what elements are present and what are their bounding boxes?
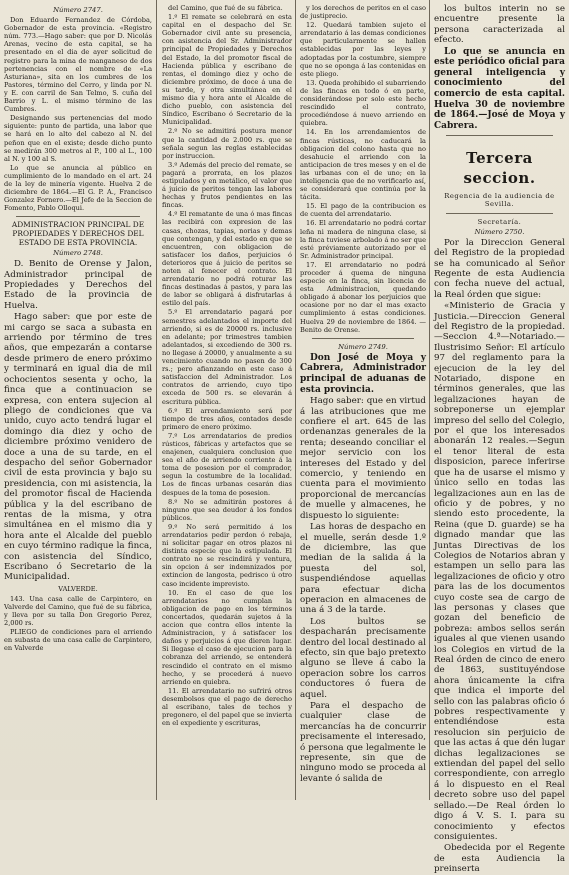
section-heading: Regencia de la audiencia de Sevilla. <box>444 192 555 209</box>
condition-item: 6.º El arrendamiento será por tiempo de tres años, contados desde primero de enero próximo. <box>162 406 292 431</box>
notice-paragraph: Hago saber: que en virtud á las atribuciones que me confiere el art. 645 de las ordenanzas generales de la renta; deseando conciliar el mejor servicio con los intereses del Estado y del comercio, y teniendo en cuenta para el movimiento proporcional de mercancías de muelle y almacenes, he dispuesto lo siguiente: <box>300 396 426 521</box>
condition-item: 5.º El arrendatario pagará por semestres adelantados el importe del arriendo, si es de 20000 rs. inclusive en adelante; por trimestres tambien adelantados, si excediendo de 300 rs. no llegase á 20000, y anualmente a su vencimiento cuando no pasen de 300 rs.; pero afianzando en este caso á satisfaccion del Administrador. Los contratos de arriendo, cuyo tipo exceda de 500 rs. se elevarán á escritura pública. <box>162 308 292 406</box>
notice-paragraph: «Ministerio de Gracia y Justicia.—Direccion General del Registro de la propiedad.—Seccion 4.ª—Notariado.—Ilustrisimo Señor: El artículo 97 del reglamento para la ejecucion de la ley del Notariado, dispone en términos generales, que las legalizaciones hayan de sobreponerse un ejemplar impreso del sello del Colegio, por el que los interesados abonarán 12 reales.—Segun el tenor literal de esta disposicion, parece inferirse que ha de usarse el mismo y único sello en todas las legalizaciones aun en las de oficio y de pobres, y no siendo esto procedente, la Reina (que D. guarde) se ha dignado mandar que las Juntas Directivas de los Colegios de Notarios abran y estampen un sello para las legalizaciones de oficio y otro para las de los documentos cuyo coste sea de cargo de las personas y clases que gozan del beneficio de pobreza: ambos sellos serán iguales al que vienen usando los Colegios en virtud de la Real órden de cinco de enero de 1863, sustituyéndose ahora únicamente la cifra que indica el importe del sello con las palabras oficio ó pobres respectivamente y entendiéndose esta resolucion sin perjuicio de que las actas á que dén lugar dichas legalizaciones se extiendan del papel del sello correspondiente, con arreglo á lo dispuesto en el Real decreto sobre uso del papel sellado.—De Real órden lo digo á V. S. I. para su conocimiento y efectos consiguientes. <box>434 301 565 842</box>
notice-number: Número 2750. <box>474 227 525 236</box>
separator <box>312 338 414 339</box>
column-rule <box>429 0 430 800</box>
notice-paragraph: Los bultos se despacharán precisamente dentro del local destinado al efecto, sin que bajo pretexto alguno se lleve á cabo la operacion sobre los carros conductores ó fuera de aquel. <box>300 616 426 700</box>
condition-item: 13. Queda prohibido el subarriendo de las fincas en todo ó en parte, considerándose por solo este hecho rescindido el contrato, procediéndose á nuevo arriendo en quiebra. <box>300 78 426 128</box>
condition-item: 11. El arrendatario no sufrirá otros desembolsos que el pago de derecho al escribano, tales de techos y pregonero, el del papel que se invierta en el expediente y escrituras, <box>162 686 292 728</box>
notice-paragraph: Don José de Moya y Cabrera, Administrador principal de aduanas de esta provincia. <box>300 352 426 395</box>
condition-item: 7.º Los arrendatarios de predios rústicos, fábricas y artefactos que se enajenen, cualquiera conclusion que sea el año de arriendo corriente á la toma de posesion por el comprador, segun la costumbre de la localidad. Los de fincas urbanas cesarán dias despues de la toma de posesion. <box>162 431 292 497</box>
column-4 <box>434 4 565 875</box>
condition-item: 17. El arrendatario no podrá proceder á quema de ninguna especie en la finca, sin licencia de esta Administracion, quedando obligado á abonar los perjuicios que ocasione por no dar el mas exacto cumplimiento á estas condiciones. Huelva 29 de noviembre de 1864. —Benito de Orense. <box>300 260 426 334</box>
notice-paragraph: 143. Una casa calle de Carpintero, en Valverde del Camino, que fué de su fábrica, y lleva por su talla Don Gregorio Perez, 2,000 rs. <box>4 594 152 628</box>
subheading: Secretaría. <box>477 217 522 226</box>
notice-paragraph: Don Eduardo Fernandez de Córdoba, Gobernador de esta provincia. «Registro núm. 773.—Hago saber: que por D. Nicolás Arenas, vecino de esta capital, se ha presentado en el dia de ayer solicitud de registro para la mina de manganeso de dos pertenencias con el nombre de «La Asturiana», sita en los cumbres de los Pastores, término del Cerro, y linda por N. y E. con carril de San Telmo, S. cuña del Barrio y L. el mismo término de las Cumbres. <box>4 16 152 114</box>
notice-paragraph: Para el despacho de cualquier clase de mercancías ha de concurrir precisamente el interesado, ó persona que legalmente le represente, sin que de ninguno modo se proceda al levante ó salida de <box>300 701 426 784</box>
column-1 <box>4 4 152 794</box>
notice-paragraph: Lo que se anuncia al público en cumplimiento de lo mandado en el art. 24 de la ley de minería vigente. Huelva 2 de diciembre de 1864.—El G. P. A., Francisco Gonzalez Fornero.—El Jefe de la Seccion de Fomento, Pablo Olloqui. <box>4 163 152 213</box>
notice-paragraph: Por la Direccion General del Registro de la propiedad se ha comunicado al Señor Regente de esta Audiencia con fecha nueve del actual, la Real órden que sigue: <box>434 237 565 300</box>
separator <box>446 213 553 214</box>
condition-item: 2.º No se admitirá postura menor que la cantidad de 2.000 rs. que se señala segun las reglas establecidas por instruccion. <box>162 127 292 160</box>
condition-item: 1.º El remate se celebrará en esta capital en el despacho del Sr. Gobernador civil ante su presencia, con asistencia del Sr. Administrador principal de Propiedades y Derechos del Estado, la del promotor fiscal de Hacienda pública y escribano de rentas, el domingo diez y ocho de diciembre próximo, de doce á una de su tarde, y otra simultánea en el mismo dia y hora ante el Alcalde de dicho pueblo, con asistencia del Síndico, Escribano ó Secretario de la Municipalidad. <box>162 13 292 127</box>
notice-number: Número 2749. <box>338 342 388 351</box>
condition-item: 3.º Además del precio del remate, se pagará a prorrata, en los plazos estipulados y en metálico, el valor que á juicio de peritos tengan las labores hechas y frutos pendientes en las fincas. <box>162 160 292 210</box>
condition-item: 12. Quedará tambien sujeto el arrendatario á las demas condiciones que particularmente se hallen establecidas por las leyes y adoptadas por la costumbre, siempre que no se oponga á las contenidas en este pliego. <box>300 21 426 78</box>
notice-number: Número 2748. <box>53 249 103 258</box>
place-heading: VALVERDE. <box>58 584 98 593</box>
notice-paragraph: D. Benito de Orense y Jalon, Administrador principal de Propiedades y Derechos del Estado de la provincia de Huelva. <box>4 259 152 311</box>
condition-item: 16. El arrendatario no podrá cortar leña ni madera de ninguna clase, si la finca tuviese arbolado á no ser que esté préviamente autorizado por el Sr. Administrador principal. <box>300 219 426 260</box>
condition-item: 14. En los arrendamientos de fincas rústicas, no caducará la obligacion del colono hasta que no desahucie el arriendo con la anticipacion de tres meses y en el de las urbanas con el de uno; en la inteligencia que de no verificarlo así, se considerará que continúa por la tácita. <box>300 128 426 202</box>
notice-paragraph: Obedecida por el Regente de esta Audiencia la preinserta <box>434 843 565 875</box>
column-3 <box>300 4 426 794</box>
condition-item: 8.º No se admitirán postores á ninguno que sea deudor á los fondos públicos. <box>162 497 292 522</box>
condition-item: 15. El pago de la contribucion es de cuenta del arrendatario. <box>300 202 426 219</box>
notice-paragraph: Designando sus pertenencias del modo siguiente: punto de partida, una labor que se hará en lo alto del cabezo al N. del peñon que en el existe; desde dicho punto se medirán 300 metros al P., 100 al L., 100 al N. y 100 al S. <box>4 114 152 163</box>
column-2 <box>162 4 292 794</box>
column-rule <box>295 0 296 800</box>
column-rule <box>156 0 157 800</box>
separator <box>446 135 553 136</box>
separator <box>16 216 140 217</box>
notice-paragraph: Las horas de despacho en el muelle, serán desde 1.º de diciembre, las que median de la salida á la puesta del sol, suspendiéndose aquellas para efectuar dicha operacion en almacenes de una á 3 de la tarde. <box>300 522 426 616</box>
condition-item: 4.º El rematante de una ó mas fincas las recibirá con expresion de las casas, chozas, tapias, norias y demas que contengan, y del estado en que se encuentren, con obligacion de satisfacer los daños, perjuicios ó deterioros que á juicio de peritos se noten al fenecer el contrato. El arrendatario no podrá roturar las fincas destinadas á pastos, y para las de labor se obligará á disfrutarlas á estilo del país. <box>162 210 292 308</box>
section-heading: ADMINISTRACION PRINCIPAL DE PROPIEDADES Y DERECHOS DEL ESTADO DE ESTA PROVINCIA. <box>11 220 145 247</box>
notice-paragraph: del Camino, que fué de su fábrica. <box>168 4 283 12</box>
condition-item: 9.º No será permitido á los arrendatarios pedir perdon ó rebaja, ni solicitar pagar en otros plazos ni distinta especie que la estipulada. El contrato no se rescindirá y ventura, sin opcion á ser indemnizados por extincion de langosta, pedrisco ú otro caso incidente imprevisto. <box>162 522 292 588</box>
notice-paragraph: los bultos interin no se encuentre presente la persona caracterizada al efecto. <box>434 4 565 46</box>
condition-item: 10. En el caso de que los arrendatarios no cumplan la obligacion de pago en los términos concertados, quedarán sujetos á la accion que contra ellos intente la Administracion, y á satisfacer los daños y perjuicios á que dieren lugar. Si llegase el caso de ejecucion para la cobranza del arriendo, se entenderá rescindido el contrato en el mismo hecho, y se procederá á nuevo arriendo en quiebra. <box>162 588 292 686</box>
notice-paragraph: y los derechos de peritos en el caso de justiprecio. <box>300 4 426 21</box>
notice-paragraph: PLIEGO de condiciones para el arriendo en subasta de una casa calle de Carpintero, en Valverde <box>4 628 152 653</box>
notice-paragraph: Hago saber: que por este de mi cargo se saca a subasta en arriendo por término de tres años, que empezarán a contarse desde primero de enero próximo y terminará en igual dia de mil ochocientos sesenta y ocho, la finca que a continuacion se expresa, con entera sujecion al pliego de condiciones que va unido, cuyo acto tendrá lugar el domingo dia diez y ocho de diciembre próximo venidero de doce a una de su tarde, en el despacho del señor Gobernador civil de esta provincia y bajo su presidencia, con mi asistencia, la del promotor fiscal de Hacienda pública y la del escribano de rentas de la misma, y otra simultánea en el mismo dia y hora ante el Alcalde del pueblo en cuyo término radique la finca, con asistencia del Síndico, Escribano ó Secretario de la Municipalidad. <box>4 312 152 583</box>
notice-paragraph: Lo que se anuncia en este periódico oficial para general inteligencia y conocimiento del comercio de esta capital. Huelva 30 de noviembre de 1864.—José de Moya y Cabrera. <box>434 46 565 131</box>
notice-number: Número 2747. <box>53 6 103 14</box>
section-title: Tercera seccion. <box>463 149 536 188</box>
